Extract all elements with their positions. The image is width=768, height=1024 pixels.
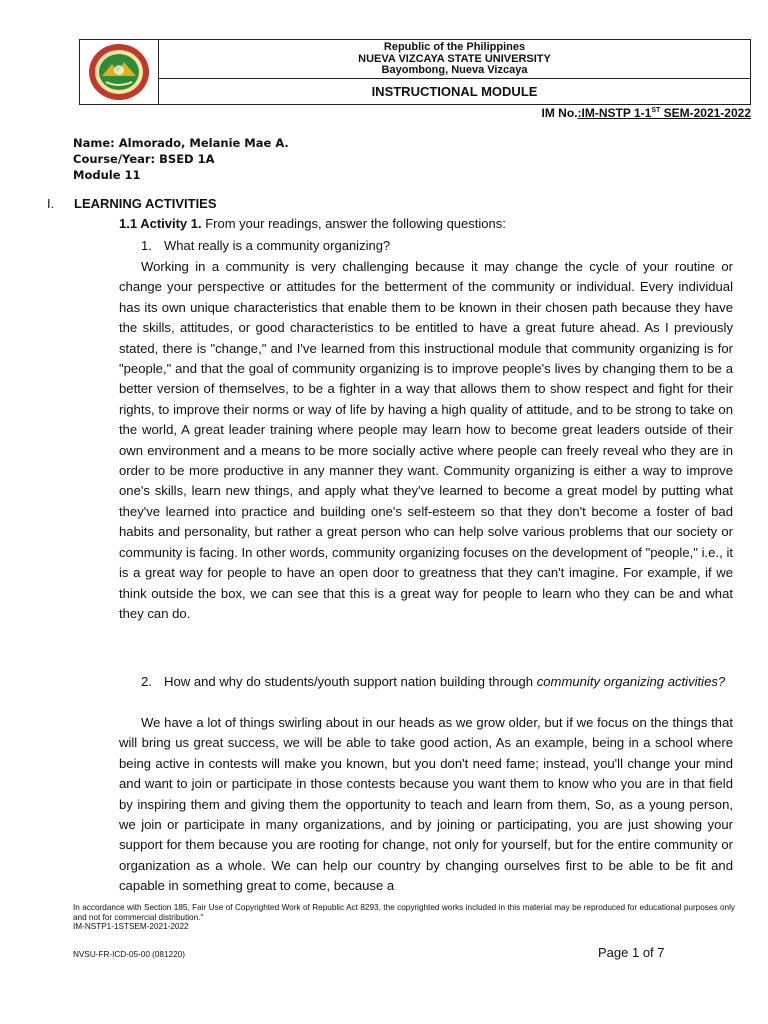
- question-1-number: 1.: [141, 238, 152, 253]
- form-code: NVSU-FR-ICD-05-00 (081220): [73, 950, 185, 959]
- im-number: [542, 106, 751, 120]
- header-module-title: INSTRUCTIONAL MODULE: [371, 84, 538, 99]
- question-2: [141, 672, 733, 692]
- footer-im-code: IM-NSTP1-1STSEM-2021-2022: [73, 922, 189, 931]
- header-university: NUEVA VIZCAYA STATE UNIVERSITY: [358, 52, 551, 65]
- section-title: LEARNING ACTIVITIES: [74, 196, 217, 211]
- answer-1: Working in a community is very challenging because it may change the cycle of your routine or change your perspective or attitudes for the betterment of the community or individual. Every individual has its own unique characteristics that enable them to be known in their chosen path because they have the skills, attitudes, or good characteristics to be entitled to have a great future ahead. As I previously stated, there is "change," and I've learned from this instructional module that community organizing is for "people," and that the goal of community organizing is to improve people's lives by changing them to be a better version of themselves, to be a fighter in a way that allows them to show respect and fight for their rights, to improve their norms or way of life by having a high quality of attitude, and to be strong to take on the world, A great leader training where people may learn how to become great leaders outside of their own environment and a means to be more socially active where people can freely reveal who they are in order to be more productive in any manner they want. Community organizing is either a way to improve one's skills, learn new things, and apply what they've learned to become a great model by putting what they've learned into practice and building one's self-esteem so that they don't become a foster of bad habits and personality, but rather a great person who can help solve various problems that our society or community is facing. In other words, community organizing focuses on the development of "people," i.e., it is a great way for people to have an open door to greatness that they can't imagine. For example, if we think outside the box, we can see that this is a great way for people to learn who they can be and what they can do.: [119, 259, 733, 621]
- university-logo: [80, 40, 159, 104]
- answer-2: We have a lot of things swirling about in our heads as we grow older, but if we focus on the things that will bring us great success, we will be able to take good action, As an example, being in a school where being active in contests will make you known, but you don't need fame; instead, you'll change your mind and want to join or participate in those contests because you want them to know who you are in that field by inspiring them and giving them the opportunity to teach and learn from them, So, as a young person, we join or participate in many organizations, and by joining or participating, you are just showing your support for them because you are rooting for change, not only for yourself, but for the entire community or organization as a whole. We can help our country by changing ourselves first to be able to be fit and capable in something great to come, because a: [119, 715, 733, 894]
- student-course: Course/Year: BSED 1A: [73, 152, 215, 166]
- copyright-note: In accordance with Section 185, Fair Use of Copyrighted Work of Republic Act 8293, the copyrighted works included in this material may be reproduced for educational purposes only and not for commercial distribution.": [73, 903, 735, 922]
- question-2-body: [164, 672, 733, 692]
- question-1-text: What really is a community organizing?: [164, 238, 391, 253]
- activity-text: From your readings, answer the following questions:: [201, 216, 506, 231]
- university-seal-icon: [86, 42, 152, 102]
- header-republic: Republic of the Philippines: [383, 41, 526, 53]
- section-number: I.: [47, 196, 55, 211]
- question-2-text: How and why do students/youth support nation building through: [164, 674, 537, 689]
- question-2-number: 2.: [141, 674, 152, 689]
- im-number-prefix: IM No.: [541, 106, 578, 120]
- activity-label: 1.1 Activity 1.: [119, 216, 202, 231]
- header-table: [79, 39, 751, 105]
- header-location: Bayombong, Nueva Vizcaya: [381, 64, 528, 76]
- activity-instruction: [119, 216, 506, 231]
- im-number-code: :IM-NSTP 1-1ST SEM-2021-2022: [577, 106, 751, 120]
- student-name: Name: Almorado, Melanie Mae A.: [73, 136, 289, 150]
- header-institution: [159, 40, 750, 79]
- page-number: Page 1 of 7: [598, 945, 665, 960]
- module-number: Module 11: [73, 168, 141, 182]
- copyright-footer: [73, 903, 735, 932]
- student-info: [73, 135, 289, 183]
- question-1: [141, 238, 390, 253]
- question-2-italic: community organizing activities?: [536, 674, 726, 689]
